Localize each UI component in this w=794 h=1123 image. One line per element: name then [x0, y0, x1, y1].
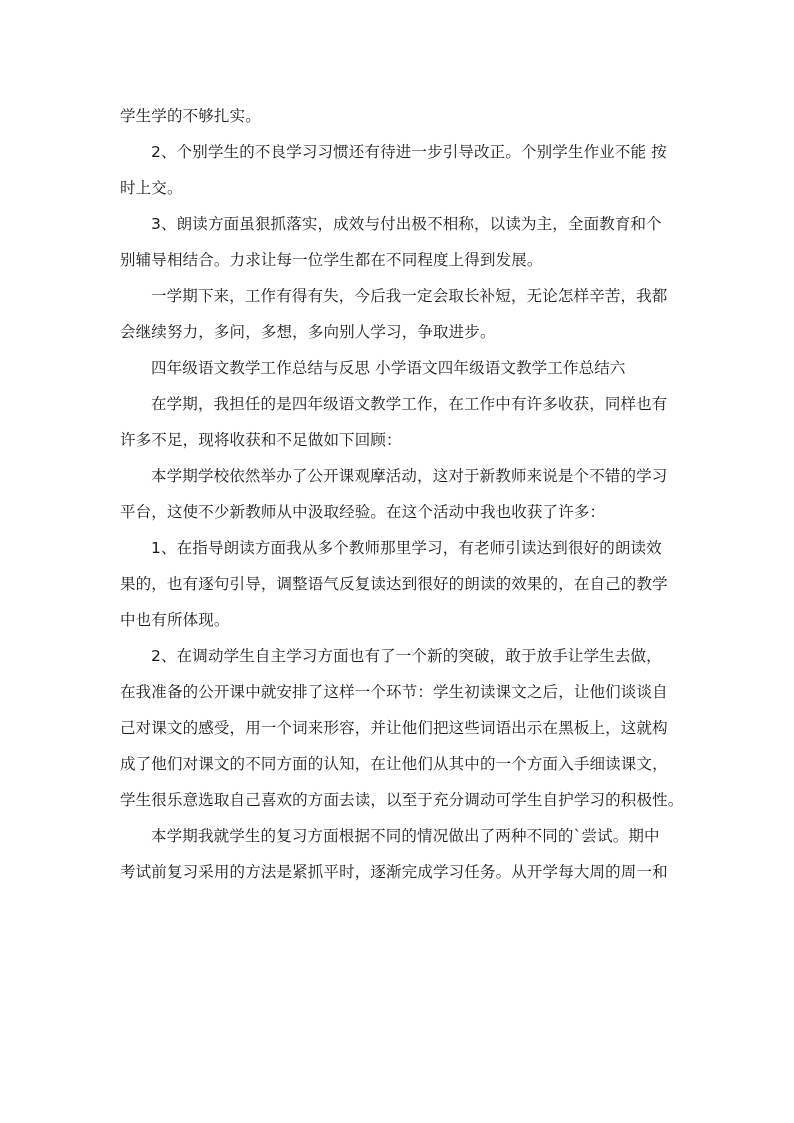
text-line: 2、个别学生的不良学习习惯还有待进一步引导改正。个别学生作业不能 按 [151, 143, 667, 161]
section-heading: 四年级语文教学工作总结与反思 小学语文四年级语文教学工作总结六 [151, 359, 626, 377]
text-line: 2、在调动学生自主学习方面也有了一个新的突破，敢于放手让学生去做， [151, 647, 662, 665]
text-line: 会继续努力，多问，多想，多向别人学习，争取进步。 [120, 323, 496, 341]
text-line: 许多不足，现将收获和不足做如下回顾： [120, 431, 402, 449]
text-line: 考试前复习采用的方法是紧抓平时，逐渐完成学习任务。从开学每大周的周一和 [120, 863, 668, 881]
text-line: 1、在指导朗读方面我从多个教师那里学习，有老师引读达到很好的朗读效 [151, 539, 662, 557]
text-line: 时上交。 [120, 179, 183, 197]
text-line: 本学期我就学生的复习方面根据不同的情况做出了两种不同的`尝试。期中 [151, 827, 660, 845]
text-line: 学生很乐意选取自己喜欢的方面去读，以至于充分调动可学生自护学习的积极性。 [120, 791, 684, 809]
document-body [120, 98, 684, 890]
text-line: 别辅导相结合。力求让每一位学生都在不同程度上得到发展。 [120, 251, 543, 269]
text-line: 平台，这使不少新教师从中汲取经验。在这个活动中我也收获了许多： [120, 503, 606, 521]
text-line: 中也有所体现。 [120, 611, 230, 629]
text-line: 一学期下来，工作有得有失，今后我一定会取长补短，无论怎样辛苦，我都 [151, 287, 668, 305]
text-line: 本学期学校依然举办了公开课观摩活动，这对于新教师来说是个不错的学习 [151, 467, 668, 485]
text-line: 在学期，我担任的是四年级语文教学工作，在工作中有许多收获，同样也有 [151, 395, 668, 413]
text-line: 果的，也有逐句引导，调整语气反复读达到很好的朗读的效果的，在自己的教学 [120, 575, 668, 593]
text-line: 在我准备的公开课中就安排了这样一个环节：学生初读课文之后，让他们谈谈自 [120, 683, 668, 701]
text-line: 成了他们对课文的不同方面的认知，在让他们从其中的一个方面入手细读课文， [120, 755, 668, 773]
text-line: 己对课文的感受，用一个词来形容，并让他们把这些词语出示在黑板上，这就构 [120, 719, 668, 737]
text-line: 3、朗读方面虽狠抓落实，成效与付出极不相称，以读为主，全面教育和个 [151, 215, 662, 233]
text-line: 学生学的不够扎实。 [120, 107, 261, 125]
